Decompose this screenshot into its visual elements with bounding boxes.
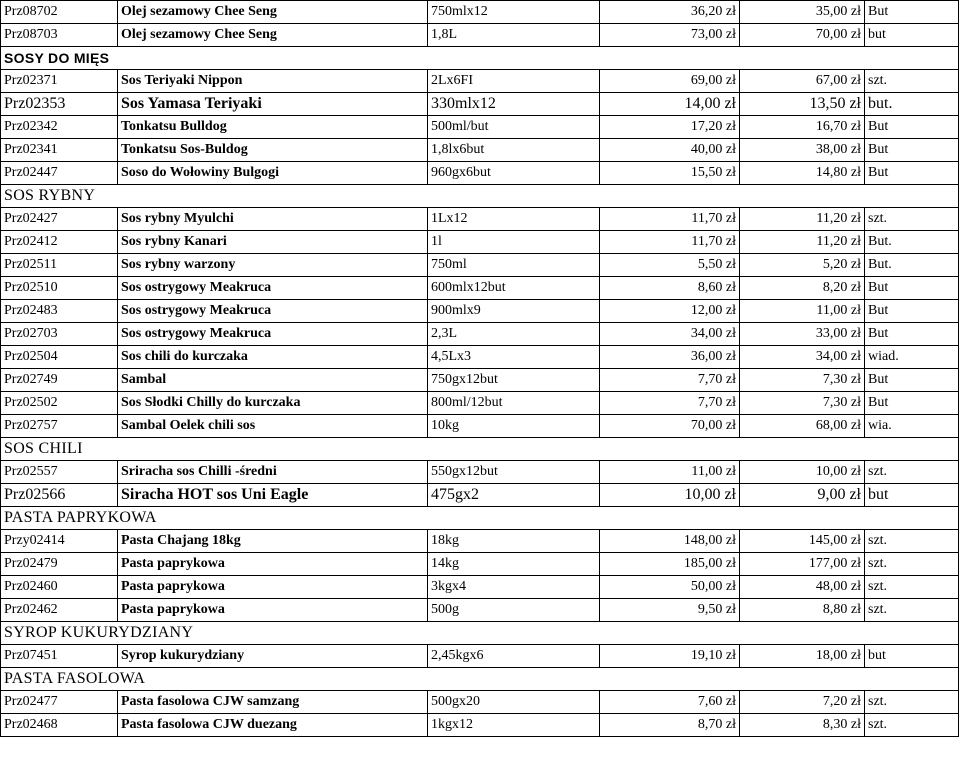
price-wholesale: 9,00 zł (740, 484, 865, 507)
product-row (1, 576, 959, 599)
product-row (1, 346, 959, 369)
price-wholesale: 67,00 zł (740, 70, 865, 93)
unit-of-sale: szt. (865, 208, 959, 231)
product-code: Prz02557 (1, 461, 118, 484)
price-retail: 7,70 zł (600, 369, 740, 392)
product-name: Tonkatsu Bulldog (118, 116, 428, 139)
price-retail: 40,00 zł (600, 139, 740, 162)
unit-of-sale: But (865, 277, 959, 300)
package-size: 3kgx4 (428, 576, 600, 599)
unit-of-sale: But (865, 392, 959, 415)
product-name: Siracha HOT sos Uni Eagle (118, 484, 428, 507)
product-code: Prz02510 (1, 277, 118, 300)
product-code: Prz02504 (1, 346, 118, 369)
price-retail: 5,50 zł (600, 254, 740, 277)
product-code: Prz02460 (1, 576, 118, 599)
price-wholesale: 10,00 zł (740, 461, 865, 484)
unit-of-sale: szt. (865, 530, 959, 553)
price-wholesale: 177,00 zł (740, 553, 865, 576)
unit-of-sale: szt. (865, 553, 959, 576)
product-code: Prz02353 (1, 93, 118, 116)
price-wholesale: 38,00 zł (740, 139, 865, 162)
product-row (1, 599, 959, 622)
product-name: Pasta Chajang 18kg (118, 530, 428, 553)
package-size: 750ml (428, 254, 600, 277)
product-code: Przy02414 (1, 530, 118, 553)
unit-of-sale: szt. (865, 461, 959, 484)
product-row (1, 231, 959, 254)
package-size: 14kg (428, 553, 600, 576)
package-size: 800ml/12but (428, 392, 600, 415)
package-size: 2,3L (428, 323, 600, 346)
product-name: Syrop kukurydziany (118, 645, 428, 668)
product-name: Pasta paprykowa (118, 553, 428, 576)
price-retail: 70,00 zł (600, 415, 740, 438)
product-code: Prz02511 (1, 254, 118, 277)
product-name: Pasta paprykowa (118, 576, 428, 599)
unit-of-sale: But (865, 1, 959, 24)
price-wholesale: 145,00 zł (740, 530, 865, 553)
product-name: Olej sezamowy Chee Seng (118, 1, 428, 24)
package-size: 960gx6but (428, 162, 600, 185)
section-header-row (1, 185, 959, 208)
section-header-row (1, 507, 959, 530)
product-row (1, 369, 959, 392)
package-size: 1Lx12 (428, 208, 600, 231)
price-retail: 7,60 zł (600, 691, 740, 714)
product-row (1, 208, 959, 231)
product-name: Sos chili do kurczaka (118, 346, 428, 369)
product-name: Pasta fasolowa CJW duezang (118, 714, 428, 737)
price-wholesale: 48,00 zł (740, 576, 865, 599)
product-code: Prz02371 (1, 70, 118, 93)
price-wholesale: 34,00 zł (740, 346, 865, 369)
package-size: 10kg (428, 415, 600, 438)
price-wholesale: 7,30 zł (740, 369, 865, 392)
package-size: 600mlx12but (428, 277, 600, 300)
product-code: Prz02342 (1, 116, 118, 139)
price-wholesale: 7,20 zł (740, 691, 865, 714)
product-code: Prz02341 (1, 139, 118, 162)
product-row (1, 300, 959, 323)
section-header-row (1, 438, 959, 461)
unit-of-sale: szt. (865, 576, 959, 599)
unit-of-sale: wiad. (865, 346, 959, 369)
price-retail: 11,00 zł (600, 461, 740, 484)
package-size: 500ml/but (428, 116, 600, 139)
unit-of-sale: wia. (865, 415, 959, 438)
product-row (1, 714, 959, 737)
price-retail: 17,20 zł (600, 116, 740, 139)
product-name: Pasta paprykowa (118, 599, 428, 622)
product-name: Sambal (118, 369, 428, 392)
product-code: Prz02447 (1, 162, 118, 185)
product-name: Sos rybny Kanari (118, 231, 428, 254)
product-row (1, 277, 959, 300)
price-list-body (1, 1, 959, 737)
package-size: 750gx12but (428, 369, 600, 392)
product-name: Sos rybny Myulchi (118, 208, 428, 231)
product-row (1, 139, 959, 162)
product-code: Prz08702 (1, 1, 118, 24)
product-row (1, 70, 959, 93)
section-title: SOS RYBNY (1, 185, 959, 208)
price-retail: 36,00 zł (600, 346, 740, 369)
price-wholesale: 11,00 zł (740, 300, 865, 323)
product-code: Prz02479 (1, 553, 118, 576)
product-code: Prz02412 (1, 231, 118, 254)
price-retail: 9,50 zł (600, 599, 740, 622)
price-wholesale: 14,80 zł (740, 162, 865, 185)
product-row (1, 392, 959, 415)
package-size: 1,8L (428, 24, 600, 47)
product-code: Prz02703 (1, 323, 118, 346)
section-title: PASTA PAPRYKOWA (1, 507, 959, 530)
price-retail: 8,70 zł (600, 714, 740, 737)
product-row (1, 116, 959, 139)
price-retail: 12,00 zł (600, 300, 740, 323)
section-header-row (1, 668, 959, 691)
unit-of-sale: But (865, 116, 959, 139)
section-header-row (1, 47, 959, 70)
price-retail: 185,00 zł (600, 553, 740, 576)
unit-of-sale: szt. (865, 70, 959, 93)
product-code: Prz02427 (1, 208, 118, 231)
product-name: Sos ostrygowy Meakruca (118, 277, 428, 300)
product-row (1, 1, 959, 24)
product-code: Prz02566 (1, 484, 118, 507)
unit-of-sale: But. (865, 231, 959, 254)
product-code: Prz07451 (1, 645, 118, 668)
package-size: 4,5Lx3 (428, 346, 600, 369)
price-retail: 69,00 zł (600, 70, 740, 93)
price-wholesale: 18,00 zł (740, 645, 865, 668)
price-wholesale: 33,00 zł (740, 323, 865, 346)
product-name: Sos Teriyaki Nippon (118, 70, 428, 93)
product-row (1, 415, 959, 438)
price-retail: 73,00 zł (600, 24, 740, 47)
price-wholesale: 35,00 zł (740, 1, 865, 24)
price-wholesale: 68,00 zł (740, 415, 865, 438)
product-code: Prz02502 (1, 392, 118, 415)
product-row (1, 484, 959, 507)
unit-of-sale: But (865, 323, 959, 346)
price-wholesale: 8,20 zł (740, 277, 865, 300)
product-code: Prz02757 (1, 415, 118, 438)
package-size: 500gx20 (428, 691, 600, 714)
price-retail: 50,00 zł (600, 576, 740, 599)
unit-of-sale: szt. (865, 714, 959, 737)
package-size: 2,45kgx6 (428, 645, 600, 668)
price-retail: 10,00 zł (600, 484, 740, 507)
price-retail: 36,20 zł (600, 1, 740, 24)
unit-of-sale: But. (865, 254, 959, 277)
price-wholesale: 7,30 zł (740, 392, 865, 415)
package-size: 500g (428, 599, 600, 622)
product-name: Sambal Oelek chili sos (118, 415, 428, 438)
section-title: SOS CHILI (1, 438, 959, 461)
price-wholesale: 16,70 zł (740, 116, 865, 139)
product-code: Prz02477 (1, 691, 118, 714)
product-name: Sriracha sos Chilli -średni (118, 461, 428, 484)
unit-of-sale: szt. (865, 691, 959, 714)
unit-of-sale: szt. (865, 599, 959, 622)
product-row (1, 645, 959, 668)
product-row (1, 530, 959, 553)
price-retail: 15,50 zł (600, 162, 740, 185)
package-size: 1l (428, 231, 600, 254)
product-row (1, 323, 959, 346)
product-name: Sos ostrygowy Meakruca (118, 300, 428, 323)
package-size: 1,8lx6but (428, 139, 600, 162)
price-wholesale: 8,30 zł (740, 714, 865, 737)
section-title: SOSY DO MIĘS (1, 47, 959, 70)
product-row (1, 254, 959, 277)
price-retail: 11,70 zł (600, 231, 740, 254)
price-retail: 11,70 zł (600, 208, 740, 231)
product-name: Sos rybny warzony (118, 254, 428, 277)
package-size: 550gx12but (428, 461, 600, 484)
unit-of-sale: but (865, 484, 959, 507)
product-code: Prz02749 (1, 369, 118, 392)
section-title: SYROP KUKURYDZIANY (1, 622, 959, 645)
price-retail: 8,60 zł (600, 277, 740, 300)
product-code: Prz08703 (1, 24, 118, 47)
price-wholesale: 13,50 zł (740, 93, 865, 116)
package-size: 330mlx12 (428, 93, 600, 116)
price-retail: 7,70 zł (600, 392, 740, 415)
package-size: 750mlx12 (428, 1, 600, 24)
unit-of-sale: But (865, 139, 959, 162)
product-row (1, 162, 959, 185)
product-row (1, 24, 959, 47)
unit-of-sale: But (865, 300, 959, 323)
price-retail: 19,10 zł (600, 645, 740, 668)
product-code: Prz02462 (1, 599, 118, 622)
unit-of-sale: but. (865, 93, 959, 116)
price-wholesale: 8,80 zł (740, 599, 865, 622)
package-size: 475gx2 (428, 484, 600, 507)
price-retail: 14,00 zł (600, 93, 740, 116)
product-row (1, 461, 959, 484)
price-wholesale: 11,20 zł (740, 231, 865, 254)
product-name: Sos Słodki Chilly do kurczaka (118, 392, 428, 415)
product-row (1, 691, 959, 714)
package-size: 1kgx12 (428, 714, 600, 737)
unit-of-sale: but (865, 24, 959, 47)
section-title: PASTA FASOLOWA (1, 668, 959, 691)
product-code: Prz02483 (1, 300, 118, 323)
product-name: Soso do Wołowiny Bulgogi (118, 162, 428, 185)
product-code: Prz02468 (1, 714, 118, 737)
product-row (1, 553, 959, 576)
package-size: 2Lx6FI (428, 70, 600, 93)
price-retail: 148,00 zł (600, 530, 740, 553)
price-wholesale: 11,20 zł (740, 208, 865, 231)
package-size: 900mlx9 (428, 300, 600, 323)
product-name: Tonkatsu Sos-Buldog (118, 139, 428, 162)
unit-of-sale: but (865, 645, 959, 668)
unit-of-sale: But (865, 369, 959, 392)
section-header-row (1, 622, 959, 645)
package-size: 18kg (428, 530, 600, 553)
product-row (1, 93, 959, 116)
product-name: Sos ostrygowy Meakruca (118, 323, 428, 346)
product-name: Pasta fasolowa CJW samzang (118, 691, 428, 714)
price-wholesale: 5,20 zł (740, 254, 865, 277)
price-wholesale: 70,00 zł (740, 24, 865, 47)
product-name: Sos Yamasa Teriyaki (118, 93, 428, 116)
unit-of-sale: But (865, 162, 959, 185)
price-retail: 34,00 zł (600, 323, 740, 346)
product-name: Olej sezamowy Chee Seng (118, 24, 428, 47)
